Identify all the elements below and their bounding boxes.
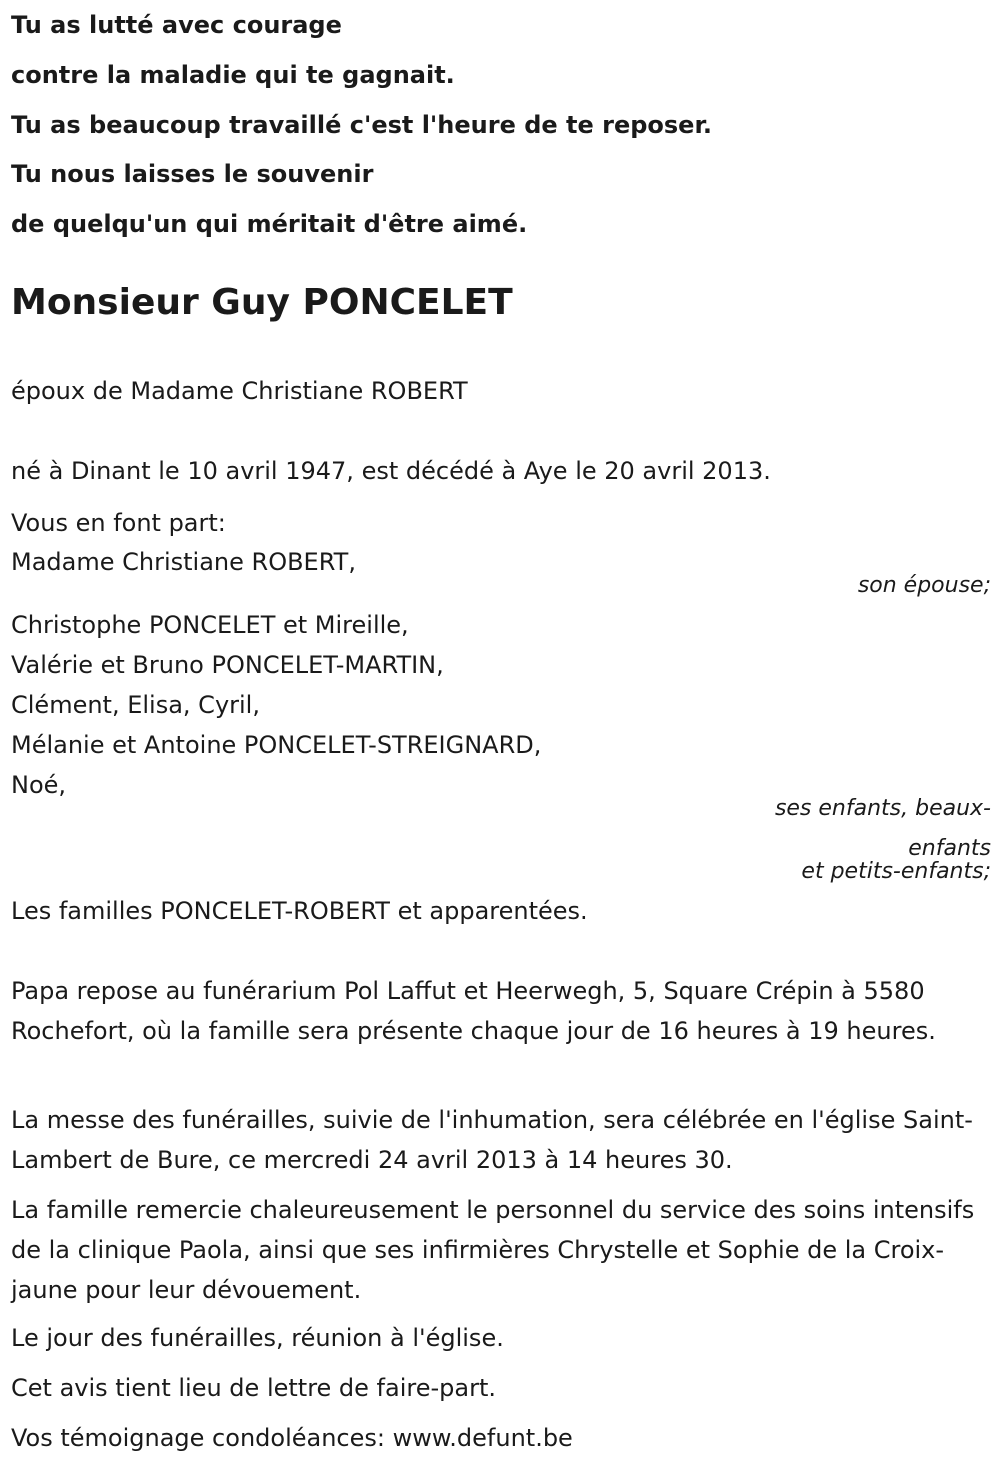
child-line: Noé, <box>11 771 67 799</box>
condolences-paragraph: Vos témoignage condoléances: www.defunt.be <box>11 1424 573 1452</box>
wife-relation: son épouse; <box>857 573 991 598</box>
child-line: Christophe PONCELET et Mireille, <box>11 611 409 639</box>
funerarium-paragraph: Papa repose au funérarium Pol Laffut et Heerwegh, 5, Square Crépin à 5580 Rochefort, où la famille sera présente chaque jour de 16 heures à 19 heures. <box>11 977 936 1045</box>
poem-line: Tu nous laisses le souvenir <box>11 160 374 188</box>
families-line: Les familles PONCELET-ROBERT et apparentées. <box>11 897 588 925</box>
spouse-line: époux de Madame Christiane ROBERT <box>11 377 468 405</box>
children-relation-line: et petits-enfants; <box>801 859 991 884</box>
mass-paragraph: La messe des funérailles, suivie de l'inhumation, sera célébrée en l'église Saint-Lambert de Bure, ce mercredi 24 avril 2013 à 14 heures 30. <box>11 1106 973 1174</box>
reunion-paragraph: Le jour des funérailles, réunion à l'église. <box>11 1324 504 1352</box>
deceased-name-title: Monsieur Guy PONCELET <box>11 282 513 323</box>
poem-line: contre la maladie qui te gagnait. <box>11 61 455 89</box>
children-relation-line: enfants <box>908 836 991 861</box>
poem-line: de quelqu'un qui méritait d'être aimé. <box>11 210 528 238</box>
announcement-intro: Vous en font part: <box>11 509 226 537</box>
poem-line: Tu as beaucoup travaillé c'est l'heure de te reposer. <box>11 111 712 139</box>
birth-death-line: né à Dinant le 10 avril 1947, est décédé à Aye le 20 avril 2013. <box>11 457 771 485</box>
wife-name: Madame Christiane ROBERT, <box>11 548 356 576</box>
children-relation-line: ses enfants, beaux- <box>774 796 991 821</box>
poem-line: Tu as lutté avec courage <box>11 11 342 39</box>
thanks-paragraph: La famille remercie chaleureusement le personnel du service des soins intensifs de la clinique Paola, ainsi que ses infirmières Chrystelle et Sophie de la Croix-jaune pour leur dévouement. <box>11 1196 975 1304</box>
child-line: Clément, Elisa, Cyril, <box>11 691 260 719</box>
notice-paragraph: Cet avis tient lieu de lettre de faire-part. <box>11 1374 496 1402</box>
child-line: Mélanie et Antoine PONCELET-STREIGNARD, <box>11 731 542 759</box>
child-line: Valérie et Bruno PONCELET-MARTIN, <box>11 651 444 679</box>
